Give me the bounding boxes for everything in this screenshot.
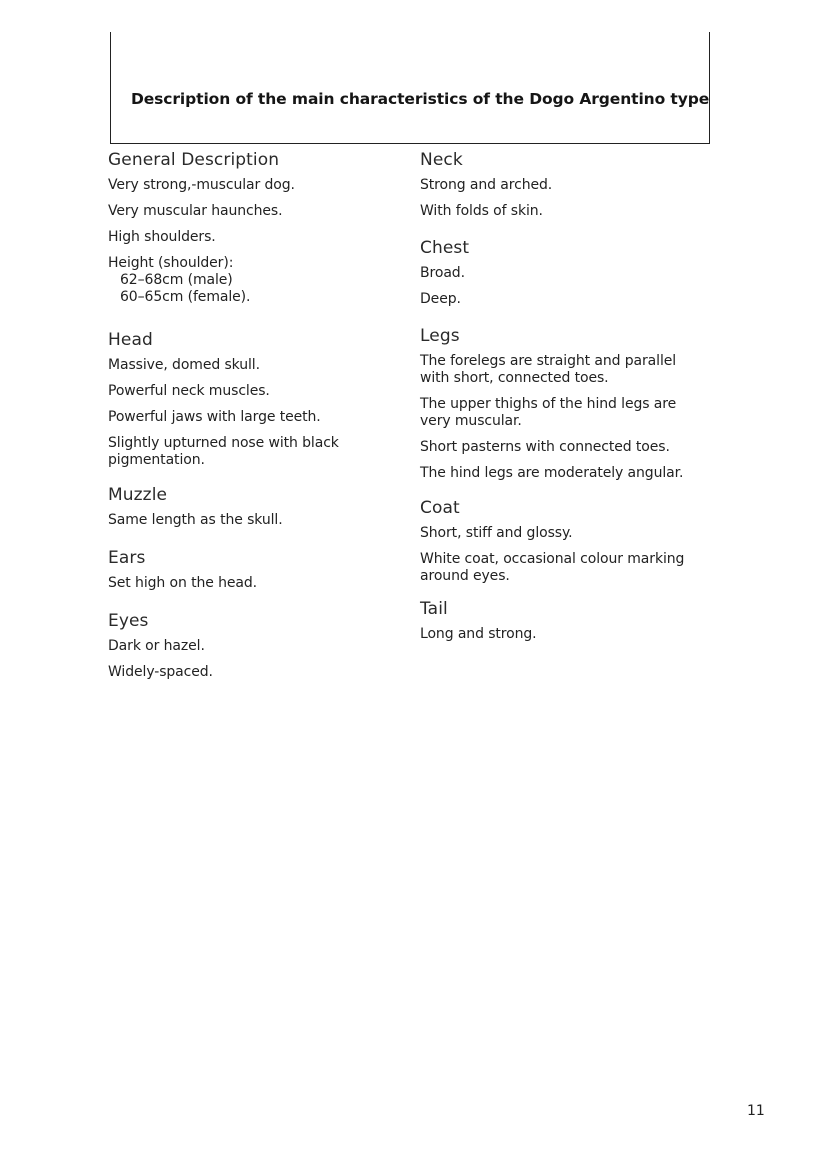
section-heading: Muzzle xyxy=(108,485,168,505)
text-line: Slightly upturned nose with black pigmentation. xyxy=(108,435,339,468)
section-neck xyxy=(420,150,720,220)
text-line: 60–65cm (female). xyxy=(120,289,251,305)
text-line: Short pasterns with connected toes. xyxy=(420,439,670,455)
section-heading: General Description xyxy=(108,150,280,170)
section-ears xyxy=(108,548,398,592)
section-tail xyxy=(420,599,720,643)
section-heading: Chest xyxy=(420,238,470,258)
section-heading: Head xyxy=(108,330,153,350)
section-muzzle xyxy=(108,485,398,529)
section-heading: Eyes xyxy=(108,611,149,631)
right-column xyxy=(420,150,720,652)
text-line: Powerful neck muscles. xyxy=(108,383,270,399)
text-line: Widely-spaced. xyxy=(108,664,213,680)
text-line: Long and strong. xyxy=(420,626,537,642)
text-line: Deep. xyxy=(420,291,461,307)
text-line: 62–68cm (male) xyxy=(120,272,233,288)
section-legs xyxy=(420,326,720,482)
text-line: Height (shoulder): xyxy=(108,255,234,271)
text-line: Strong and arched. xyxy=(420,177,553,193)
text-line: Dark or hazel. xyxy=(108,638,205,654)
text-line: With folds of skin. xyxy=(420,203,543,219)
title-box xyxy=(110,32,710,144)
left-column xyxy=(108,150,398,690)
page-title: Description of the main characteristics of the Dogo Argentino type xyxy=(131,90,710,108)
text-line: The forelegs are straight and parallel with short, connected toes. xyxy=(420,353,677,386)
section-heading: Tail xyxy=(420,599,448,619)
text-line: The upper thighs of the hind legs are very muscular. xyxy=(420,396,677,429)
section-head xyxy=(108,330,398,469)
section-chest xyxy=(420,238,720,308)
text-line: The hind legs are moderately angular. xyxy=(420,465,684,481)
text-line: High shoulders. xyxy=(108,229,216,245)
text-line: White coat, occasional colour marking around eyes. xyxy=(420,551,685,584)
text-line: Broad. xyxy=(420,265,465,281)
section-eyes xyxy=(108,611,398,681)
section-heading: Ears xyxy=(108,548,146,568)
section-general-description xyxy=(108,150,398,306)
section-heading: Coat xyxy=(420,498,460,518)
text-line: Very muscular haunches. xyxy=(108,203,283,219)
text-line: Same length as the skull. xyxy=(108,512,283,528)
page-number: 11 xyxy=(747,1103,765,1119)
text-line: Very strong,-muscular dog. xyxy=(108,177,295,193)
section-heading: Neck xyxy=(420,150,463,170)
text-line: Massive, domed skull. xyxy=(108,357,260,373)
text-line: Short, stiff and glossy. xyxy=(420,525,573,541)
section-coat xyxy=(420,498,720,585)
text-line: Powerful jaws with large teeth. xyxy=(108,409,321,425)
section-heading: Legs xyxy=(420,326,460,346)
text-line: Set high on the head. xyxy=(108,575,258,591)
